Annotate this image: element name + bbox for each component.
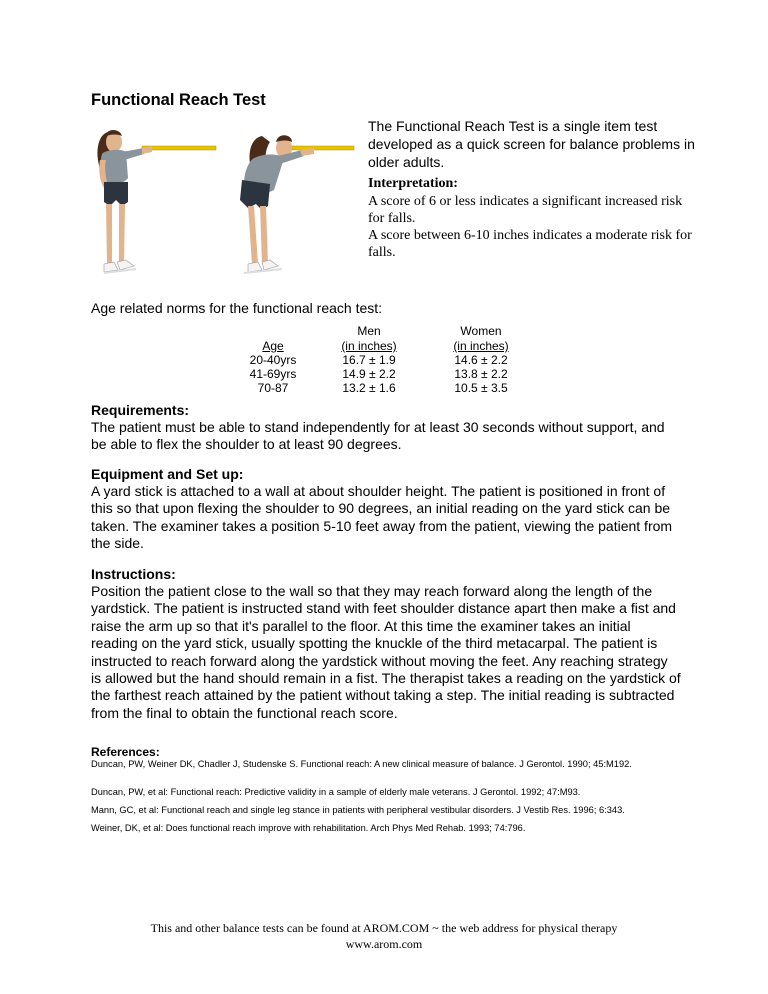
norms-women: 13.8 ± 2.2 bbox=[454, 367, 508, 381]
reference-item: Duncan, PW, Weiner DK, Chadler J, Studenske S. Functional reach: A new clinical measure of balance. J Gerontol. 1990; 45:M192. bbox=[91, 759, 632, 769]
requirements-heading: Requirements: bbox=[91, 402, 190, 418]
yardstick-icon bbox=[292, 146, 354, 150]
norms-women: 14.6 ± 2.2 bbox=[454, 353, 508, 367]
references-heading: References: bbox=[91, 745, 160, 759]
footer bbox=[0, 920, 768, 952]
norms-age: 20-40yrs bbox=[249, 353, 297, 367]
reference-item: Duncan, PW, et al: Functional reach: Predictive validity in a sample of elderly male veterans. J Gerontol. 1992; 47:M93. bbox=[91, 787, 581, 797]
norms-intro: Age related norms for the functional reach test: bbox=[91, 300, 383, 316]
interpretation-heading: Interpretation: bbox=[368, 176, 458, 191]
women-header: Women bbox=[460, 324, 502, 338]
intro-text: The Functional Reach Test is a single item test developed as a quick screen for balance problems in older adults. bbox=[368, 118, 695, 170]
equipment-body: A yard stick is attached to a wall at about shoulder height. The patient is positioned in front of this so that upon flexing the shoulder to 90 degrees, an initial reading on the yard stick can be taken. The examiner takes a position 5-10 feet away from the patient, viewing the patient from the side. bbox=[91, 483, 673, 552]
yardstick-icon bbox=[142, 146, 216, 150]
standing-figure bbox=[97, 130, 216, 273]
men-unit: (in inches) bbox=[341, 339, 397, 353]
interpretation-line: A score between 6-10 inches indicates a moderate risk for falls. bbox=[368, 228, 692, 260]
norms-men: 13.2 ± 1.6 bbox=[342, 381, 396, 395]
norms-women: 10.5 ± 3.5 bbox=[454, 381, 508, 395]
norms-men: 16.7 ± 1.9 bbox=[342, 353, 396, 367]
norms-men: 14.9 ± 2.2 bbox=[342, 367, 396, 381]
reference-item: Weiner, DK, et al: Does functional reach improve with rehabilitation. Arch Phys Med Rehab. 1993; 74:796. bbox=[91, 823, 526, 833]
requirements-body: The patient must be able to stand independently for at least 30 seconds without support, and be able to flex the shoulder to at least 90 degrees. bbox=[91, 419, 665, 453]
interpretation-body bbox=[368, 193, 698, 261]
norms-age: 70-87 bbox=[257, 381, 289, 395]
interpretation-line: A score of 6 or less indicates a significant increased risk for falls. bbox=[368, 194, 683, 226]
functional-reach-figure bbox=[92, 126, 362, 292]
equipment-heading: Equipment and Set up: bbox=[91, 466, 244, 482]
women-unit: (in inches) bbox=[453, 339, 509, 353]
footer-website-link[interactable]: www.arom.com bbox=[345, 937, 423, 951]
norms-age: 41-69yrs bbox=[249, 367, 297, 381]
age-header: Age bbox=[262, 339, 284, 353]
reaching-figure bbox=[240, 135, 354, 273]
reference-item: Mann, GC, et al: Functional reach and single leg stance in patients with peripheral vestibular disorders. J Vestib Res. 1996; 6:343. bbox=[91, 805, 625, 815]
instructions-heading: Instructions: bbox=[91, 566, 176, 582]
instructions-body: Position the patient close to the wall so that they may reach forward along the length of the yardstick. The patient is instructed stand with feet shoulder distance apart then make a fist and raise the arm up so that it's parallel to the floor. At this time the examiner takes an initial reading on the yard stick, usually spotting the knuckle of the third metacarpal. The patient is instructed to reach forward along the yardstick without moving the feet. Any reaching strategy is allowed but the hand should remain in a fist. The therapist takes a reading on the yardstick of the farthest reach attained by the patient without taking a step. The initial reading is subtracted from the final to obtain the functional reach score. bbox=[91, 583, 681, 721]
page-title: Functional Reach Test bbox=[91, 91, 266, 109]
men-header: Men bbox=[357, 324, 381, 338]
footer-line: This and other balance tests can be found at AROM.COM ~ the web address for physical therapy bbox=[150, 921, 618, 935]
